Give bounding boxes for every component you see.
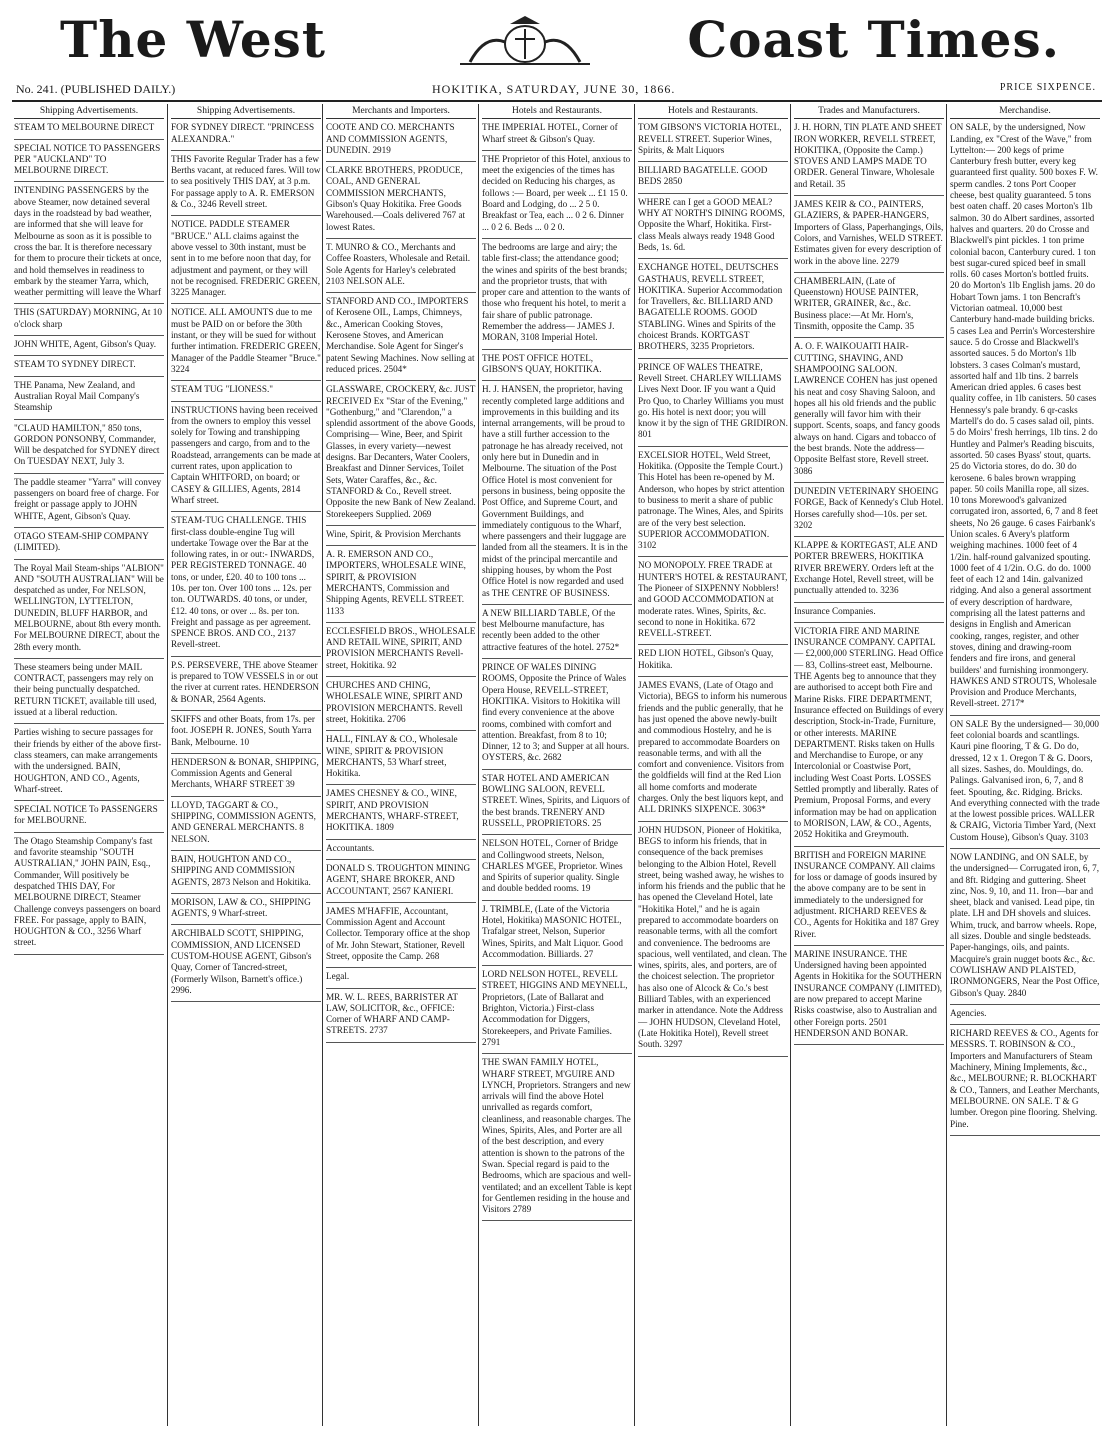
advertisement-text: A. O. F. WAIKOUAITI HAIR-CUTTING, SHAVING, AND SHAMPOOING SALOON. LAWRENCE COHEN has just opened his neat and cosy Shaving Saloon, and hopes all his old friends and the public generally will favor him with their support. Scents, soaps, and fancy goods always on hand. Cigars and tobacco of the best brands. Note the address—Opposite Belfast store, Revell street. 3086 <box>794 341 940 476</box>
advertisement-text: A. R. EMERSON AND CO., IMPORTERS, WHOLESALE WINE, SPIRIT, & PROVISION MERCHANTS, Commission and Shipping Agents, REVELL STREET. 1133 <box>326 549 466 616</box>
advertisement-text: SPECIAL NOTICE TO PASSENGERS PER "AUCKLAND" TO MELBOURNE DIRECT. <box>14 142 161 176</box>
advertisement <box>326 863 476 903</box>
advertisement <box>950 1008 1100 1025</box>
advertisement-text: KLAPPE & KORTEGAST, ALE AND PORTER BREWERS, HOKITIKA RIVER BREWERY. Orders left at the Exchange Hotel, Revell street, will be punctually attended to. 3236 <box>794 540 938 596</box>
advertisement-text: PRINCE OF WALES THEATRE, Revell Street. CHARLEY WILLIAMS Lives Next Door. IF you want a Quid Pro Quo, to Charley Williams you must go. His hotel is next door; you will know it by the sign of THE GRIDIRON. 801 <box>638 361 788 440</box>
advertisement-text: EXCHANGE HOTEL, DEUTSCHES GASTHAUS, REVELL STREET, HOKITIKA. Superior Accommodation for Travellers, &c. BILLIARD AND BAGATELLE ROOMS. GOOD STABLING. Wines and Spirits of the choicest Brands. KORTGAST BROTHERS, 3235 Proprietors. <box>638 262 783 352</box>
advertisement-text: NELSON HOTEL, Corner of Bridge and Collingwood streets, Nelson, CHARLES M'GEE, Proprietor. Wines and Spirits of superior quality. Single and double bedded rooms. 19 <box>482 838 623 894</box>
advertisement <box>794 540 944 602</box>
advertisement-text: Wine, Spirit, & Provision Merchants <box>326 528 461 539</box>
advertisement <box>171 384 321 401</box>
advertisement-text: J. H. HORN, TIN PLATE AND SHEET IRON WORKER, REVELL STREET, HOKITIKA, (Opposite the Camp.) STOVES AND LAMPS MADE TO ORDER. General Tinware, Wholesale and Retail. 35 <box>794 122 942 189</box>
advertisement <box>171 714 321 754</box>
advertisement <box>482 242 632 350</box>
advertisement-text: TOM GIBSON'S VICTORIA HOTEL, REVELL STREET. Superior Wines, Spirits, & Malt Liquors <box>638 122 782 155</box>
advertisement-text: STEAM TUG "LIONESS." <box>171 384 274 395</box>
advertisement-text: CHURCHES AND CHING, WHOLESALE WINE, SPIRIT AND PROVISION MERCHANTS. Revell street, Hokitika. 2706 <box>326 680 463 724</box>
advertisement-text: JOHN WHITE, Agent, Gibson's Quay. <box>14 339 157 350</box>
advertisement <box>794 341 944 483</box>
advertisement <box>326 296 476 381</box>
advertisement-text: The Royal Mail Steam-ships "ALBION" AND "SOUTH AUSTRALIAN" Will be despatched as under, For NELSON, WELLINGTON, LYTTELTON, DUNEDIN, BLUFF HARBOR, and MELBOURNE, about 8th every month. For MELBOURNE DIRECT, about the 28th every month. <box>14 562 164 652</box>
advertisement <box>326 971 476 988</box>
advertisement <box>171 800 321 851</box>
advertisement <box>171 405 321 513</box>
advertisement <box>171 897 321 926</box>
advertisement-text: WHERE can I get a GOOD MEAL? WHY AT NORTH'S DINING ROOMS, Opposite the Wharf, Hokitika. First-class Meals always ready 1948 Good Beds, 1s. 6d. <box>638 196 785 252</box>
advertisement <box>171 854 321 894</box>
advertisement <box>482 353 632 382</box>
advertisement-text: Accountants. <box>326 842 375 853</box>
advertisement-text: STEAM-TUG CHALLENGE. THIS first-class double-engine Tug will undertake Towage over the Bar at the following rates, in or out:- INWARDS, PER REGISTERED TONNAGE. 40 tons, or under, £20. 40 to 100 tons ... 10s. per ton. Over 100 tons ... 12s. per ton. OUTWARDS. 40 tons, or under, £12. 40 tons, or over ... 8s. per ton. Freight and passage as per agreement. SPENCE BROS. AND CO., 2137 Revell-street. <box>171 515 315 650</box>
royal-crest-icon <box>450 14 600 66</box>
advertisement <box>638 680 788 822</box>
column-rule <box>478 104 479 1426</box>
column-heading: Merchandise. <box>950 106 1100 119</box>
advertisement <box>14 185 164 304</box>
advertisement <box>794 276 944 338</box>
advertisement-text: HENDERSON & BONAR, SHIPPING, Commission Agents and General Merchants, WHARF STREET 39 <box>171 756 319 790</box>
advertisement <box>326 165 476 239</box>
column-rule <box>790 104 791 1426</box>
advertisement-text: JAMES CHESNEY & CO., WINE, SPIRIT, AND PROVISION MERCHANTS, WHARF-STREET, HOKITIKA. 1809 <box>326 788 459 833</box>
advertisement-text: BRITISH and FOREIGN MARINE INSURANCE COMPANY. All claims for loss or damage of goods insured by the above company are to be sent in immediately to the undersigned for adjustment. RICHARD REEVES & CO., Agents for Hokitika and 187 Grey River. <box>794 849 939 939</box>
advertisement-text: COOTE AND CO. MERCHANTS AND COMMISSION AGENTS, DUNEDIN. 2919 <box>326 122 455 155</box>
advertisement-text: VICTORIA FIRE AND MARINE INSURANCE COMPANY. CAPITAL — £2,000,000 STERLING. Head Office — 83, Collins-street east, Melbourne. THE Agents beg to announce that they are authorised to accept both Fire and Marine Risks. FIRE DEPARTMENT, Insurance effected on Buildings of every description, Stock-in-Trade, Furniture, or other interests. MARINE DEPARTMENT. Risks taken on Hulls and Merchandise to Europe, or any Intercolonial or Coastwise Port, including West Coast Ports. LOSSES Settled promptly and liberally. Rates of Premium, Proposal Forms, and every information may be had on application to MORISON, LAW, & CO., Agents, 2052 Hokitika and Greymouth. <box>794 625 944 840</box>
advertisement-text: ON SALE, by the undersigned, Now Landing, ex "Crest of the Wave," from Lyttelton:— 200 kegs of prime Canterbury fresh butter, every keg guaranteed first quality. 500 boxes F. W. sperm candles. 2 tons Port Cooper cheese, best quality guaranteed. 5 tons best oaten chaff. 20 cases Morton's 1lb salmon. 30 do Albert sardines, assorted halves and quarters. 20 do Crosse and Blackwell's pint pickles. 1 ton prime colonial bacon, Canterbury cured. 1 ton best sugar-cured spiced beef in small rolls. 60 cases Morton's bottled fruits. 20 do Morton's 1lb English jams. 20 do Hobart Town jams. 1 ton Bencraft's Victorian oatmeal. 10,000 best Canterbury hand-made building bricks. 5 cases Lea and Perrin's Worcestershire sauce. 5 do Crosse and Blackwell's assorted sauces. 5 do Morton's 1lb lobsters. 3 cases Colman's mustard, assorted half and 1lb tins. 2 barrels American dried apples. 6 cases best quality coffee, in 1lb canisters. 50 cases Hennessy's pale brandy. 6 qr-casks Martell's do do. 5 cases salad oil, pints. 5 do Moirs' fresh herrings, 1lb tins. 2 do Huntley and Palmer's Reading biscuits, assorted. 50 cases Byass' stout, quarts. 25 do Victoria stores, do do. 30 do kerosene. 6 bales brown wrapping paper. 50 coils Manilla rope, all sizes. 10 tons Morewood's galvanized corrugated iron, assorted, 6, 7 and 8 feet sheets, No 26 gauge. 6 cases Fairbank's Union scales. 6 Avery's platform weighing machines. 1000 feet of 4 1/2in. half-round galvanized spouting. 1000 feet of 4 1/2in. O.G. do do. 1000 feet of each 12 and 14in. galvanized ridging. And also a general assortment of every description of hardware, comprising all the latest patterns and designs in English and American cooking, ranges, register, and other stoves, dining and drawing-room fenders and fire irons, and general builders' and furnishing ironmongery. HAWKES AND STROUTS, Wholesale Provision and Produce Merchants, Revell-street. 2717* <box>950 122 1098 709</box>
price: PRICE SIXPENCE. <box>999 82 1096 93</box>
advertisement <box>638 165 788 194</box>
column-heading: Merchants and Importers. <box>326 106 476 119</box>
advertisement <box>14 477 164 528</box>
column-6 <box>794 106 944 1424</box>
advertisement-text: GLASSWARE, CROCKERY, &c. JUST RECEIVED Ex "Star of the Evening," "Gothenburg," and "Clarendon," a splendid assortment of the above Goods, Comprising— Wine, Beer, and Spirit Glasses, in every variety—newest designs. Bar Decanters, Water Coolers, Breakfast and Dinner Services, Toilet Sets, Water Caraffes, &c., &c. STANFORD & Co., Revell street. Opposite the new Bank of New Zealand. Storekeepers Supplied. 2069 <box>326 384 476 519</box>
advertisement <box>14 339 164 356</box>
advertisement <box>950 122 1100 715</box>
advertisement <box>14 423 164 474</box>
advertisement-text: MR. W. L. REES, BARRISTER AT LAW, SOLICITOR, &c., OFFICE: Corner of WHARF AND CAMP-STREETS. 2737 <box>326 991 458 1036</box>
advertisement <box>638 450 788 558</box>
advertisement <box>14 531 164 560</box>
advertisement-text: THE SWAN FAMILY HOTEL, WHARF STREET, M'GUIRE AND LYNCH, Proprietors. Strangers and new arrivals will find the above Hotel unrivalled as regards comfort, cleanliness, and reasonable charges. The Wines, Spirits, Ales, and Porter are all of the best description, and every attention is shown to the patrons of the Swan. Special regard is paid to the Bedrooms, which are spacious and well-ventilated; and an excellent Table is kept for Gentlemen residing in the house and Visitors 2789 <box>482 1057 632 1215</box>
advertisement <box>14 307 164 336</box>
dateline <box>12 82 1102 102</box>
advertisement <box>171 515 321 657</box>
advertisement-text: DONALD S. TROUGHTON MINING AGENT, SHARE BROKER, AND ACCOUNTANT, 2567 KANIERI. <box>326 862 471 896</box>
advertisement-text: Legal. <box>326 971 350 982</box>
advertisement <box>638 825 788 1057</box>
advertisement-text: STEAM TO SYDNEY DIRECT. <box>14 359 136 370</box>
issue-number: No. 241. (PUBLISHED DAILY.) <box>16 82 176 96</box>
advertisement <box>794 850 944 946</box>
advertisement <box>171 122 321 151</box>
advertisement-text: JOHN HUDSON, Pioneer of Hokitika, BEGS to inform his friends, that in consequence of the back premises belonging to the Albion Hotel, Revell street, being washed away, he wishes to inform his friends and the public that he has opened the Cleveland Hotel, late "Hokitika Hotel," and he is again prepared to accommodate boarders on reasonable terms, with all the comfort and convenience. The bedrooms are spacious, well ventilated, and clean. The wines, spirits, ales, and porters, are of the choicest selection. The proprietor has also one of Alcock & Co.'s best Billiard Tables, with an experienced marker in attendance. Note the Address— JOHN HUDSON, Cleveland Hotel, (Late Hokitika Hotel), Revell street South. 3297 <box>638 824 787 1050</box>
advertisement <box>482 122 632 151</box>
advertisement <box>482 838 632 900</box>
advertisement <box>638 197 788 259</box>
column-heading: Shipping Advertisements. <box>171 106 321 119</box>
advertisement <box>326 992 476 1043</box>
column-4 <box>482 106 632 1424</box>
advertisement <box>171 307 321 381</box>
advertisement-text: CLARKE BROTHERS, PRODUCE, COAL, AND GENERAL COMMISSION MERCHANTS, Gibson's Quay Hokitika. Free Goods Warehoused.—Coals delivered 767 at lowest Rates. <box>326 165 466 232</box>
column-heading: Trades and Manufacturers. <box>794 106 944 119</box>
advertisement-text: Insurance Companies. <box>794 605 876 616</box>
advertisement <box>14 122 164 139</box>
advertisement <box>482 384 632 605</box>
advertisement <box>171 928 321 1002</box>
advertisement <box>482 608 632 659</box>
column-heading: Shipping Advertisements. <box>14 106 164 119</box>
advertisement-text: SPECIAL NOTICE To PASSENGERS for MELBOURNE. <box>14 804 158 826</box>
masthead-title-right: Coast Times. <box>687 10 1060 69</box>
advertisement-text: NOTICE. PADDLE STEAMER "BRUCE." ALL claims against the above vessel to 30th instant, must be sent in to me before noon that day, for adjustment and payment, or they will not be recognised. FREDERIC GREEN, 3225 Manager. <box>171 219 321 298</box>
column-rule <box>322 104 323 1426</box>
advertisement <box>171 154 321 216</box>
advertisement <box>950 1028 1100 1136</box>
place-date: HOKITIKA, SATURDAY, JUNE 30, 1866. <box>432 82 676 96</box>
advertisement <box>14 563 164 659</box>
advertisement <box>794 626 944 847</box>
advertisement-text: THE POST OFFICE HOTEL, GIBSON'S QUAY, HOKITIKA. <box>482 352 602 374</box>
advertisement-text: NOW LANDING, and ON SALE, by the undersigned— Corrugated iron, 6, 7, and 8ft. Ridging and guttering. Sheet zinc, Nos. 9, 10, and 11. Iron—bar and sheet, black and vanised. Lead pipe, tin plate. LH and DH shovels and sluices. Whim, truck, and barrow wheels. Rope, all sizes. Double and single bedsteads. Paper-hangings, oils, and paints. Macquire's grain nugget boots &c., &c. COWLISHAW AND PLAISTED, IRONMONGERS, Near the Post Office, Gibson's Quay. 2840 <box>950 852 1100 998</box>
advertisement <box>326 549 476 623</box>
advertisement-text: These steamers being under MAIL CONTRACT, passengers may rely on their being punctually despatched. RETURN TICKET, available till used, issued at a liberal reduction. <box>14 661 157 718</box>
advertisement <box>794 199 944 273</box>
masthead-title-left: The West <box>60 10 326 69</box>
advertisement <box>482 154 632 239</box>
advertisement-text: ON SALE By the undersigned— 30,000 feet colonial boards and scantlings. Kauri pine flooring, T & G. Do do, dressed, 12 x 1. Oregon T & G. Doors, all sizes. Sashes, do. Mouldings, do. Palings. Galvanised iron, 6, 7, and 8 feet. Spouting, &c. Ridging. Bricks. And everything connected with the trade at the lowest possible prices. WALLER & CRAIG, Victoria Timber Yard, (Next Custom House), Gibson's Quay. 3103 <box>950 718 1100 842</box>
advertisement-text: THE IMPERIAL HOTEL, Corner of Wharf street & Gibson's Quay. <box>482 122 618 144</box>
advertisement-text: RED LION HOTEL, Gibson's Quay, Hokitika. <box>638 648 774 670</box>
advertisement <box>171 219 321 304</box>
advertisement <box>326 843 476 860</box>
column-rule <box>946 104 947 1426</box>
advertisement-text: SKIFFS and other Boats, from 17s. per foot. JOSEPH R. JONES, South Yarra Bank, Melbourne. 10 <box>171 713 315 747</box>
advertisement <box>794 486 944 537</box>
advertisement <box>638 262 788 358</box>
advertisement <box>482 969 632 1054</box>
advertisement-text: THIS Favorite Regular Trader has a few Berths vacant, at reduced fares. Will tow to sea positively THIS DAY, at 3 p.m. For passage apply to A. R. EMERSON & Co., 3246 Revell street. <box>171 153 321 210</box>
advertisement-text: INTENDING PASSENGERS by the above Steamer, now detained several days in the roadstead by bad weather, are informed that she will leave for Melbourne as soon as it is possible to cross the bar. It is therefore necessary for them to procure their tickets at once, and hold themselves in readiness to embark by the steamer Yarra, which, weather permitting will leave the Wharf <box>14 185 162 298</box>
advertisement <box>326 242 476 293</box>
column-5 <box>638 106 788 1424</box>
advertisement <box>794 122 944 196</box>
advertisement <box>794 949 944 1045</box>
advertisement-text: THIS (SATURDAY) MORNING, At 10 o'clock sharp <box>14 307 162 329</box>
advertisement-text: LORD NELSON HOTEL, REVELL STREET, HIGGINS AND MEYNELL, Proprietors, (Late of Ballarat and Brighton, Victoria.) First-class Accommodation for Diggers, Storekeepers, and Private Families. 2791 <box>482 969 628 1047</box>
advertisement <box>638 648 788 677</box>
column-3 <box>326 106 476 1424</box>
advertisement-text: "CLAUD HAMILTON," 850 tons, GORDON PONSONBY, Commander, Will be despatched for SYDNEY direct On TUESDAY NEXT, July 3. <box>14 422 160 467</box>
advertisement-text: ARCHIBALD SCOTT, SHIPPING, COMMISSION, AND LICENSED CUSTOM-HOUSE AGENT, Gibson's Quay, Corner of Tancred-street, (Formerly Wilson, Barnett's office.) 2996. <box>171 928 312 995</box>
advertisement-text: DUNEDIN VETERINARY SHOEING FORGE, Back of Kennedy's Club Hotel. Horses carefully shod—10s. per set. 3202 <box>794 485 944 530</box>
advertisement <box>14 359 164 376</box>
advertisement-text: MARINE INSURANCE. THE Undersigned having been appointed Agents in Hokitika for the SOUTHERN INSURANCE COMPANY (LIMITED), are now prepared to accept Marine Risks coastwise, also to Australian and other Foreign ports. 2501 HENDERSON AND BONAR. <box>794 948 943 1038</box>
advertisement-text: STANFORD AND CO., IMPORTERS of Kerosene OIL, Lamps, Chimneys, &c., American Cooking Stoves, Kerosene Stoves, and American Merchandise. Sole Agent for Singer's patent Sewing Machines. Now selling at reduced prices. 2504* <box>326 296 475 374</box>
advertisement <box>326 626 476 677</box>
column-2 <box>171 106 321 1424</box>
advertisement-text: T. MUNRO & CO., Merchants and Coffee Roasters, Wholesale and Retail. Sole Agents for Harley's celebrated 2103 NELSON ALE. <box>326 241 471 286</box>
advertisement-text: Parties wishing to secure passages for their friends by either of the above first-class steamers, can make arrangements with the undersigned. BAIN, HOUGHTON, AND CO., Agents, Wharf-street. <box>14 727 162 794</box>
advertisement-text: JAMES EVANS, (Late of Otago and Victoria), BEGS to inform his numerous friends and the public generally, that he has just opened the above newly-built and commodious Hostelry, and he is prepared to accommodate Boarders on reasonable terms, and with all the comfort and convenience. Visitors from the goldfields will find at the Red Lion all home comforts and moderate charges. Only the best liquors kept, and ALL DRINKS SIXPENCE. 3063* <box>638 680 787 815</box>
advertisement-text: J. TRIMBLE, (Late of the Victoria Hotel, Hokitika) MASONIC HOTEL, Trafalgar street, Nelson, Superior Wines, Spirits, and Malt Liquor. Good Accommodation. Billiards. 27 <box>482 903 624 959</box>
advertisement-text: BAIN, HOUGHTON AND CO., SHIPPING AND COMMISSION AGENTS, 2873 Nelson and Hokitika. <box>171 853 311 887</box>
advertisement <box>14 143 164 183</box>
advertisement <box>638 560 788 645</box>
advertisement-text: HALL, FINLAY & CO., Wholesale WINE, SPIRIT & PROVISION MERCHANTS, 53 Wharf street, Hokitika. <box>326 734 458 779</box>
advertisement <box>171 757 321 797</box>
advertisement-text: STAR HOTEL AND AMERICAN BOWLING SALOON, REVELL STREET. Wines, Spirits, and Liquors of the best brands. TRENERY AND RUSSELL, PROPRIETORS. 25 <box>482 772 630 828</box>
column-rule <box>167 104 168 1426</box>
advertisement-text: NO MONOPOLY. FREE TRADE at HUNTER'S HOTEL & RESTAURANT, The Pioneer of SIXPENNY Nobblers! and GOOD ACCOMMODATION at moderate rates. Wines, Spirits, &c. second to none in Hokitika. 672 REVELL-STREET. <box>638 560 788 639</box>
advertisement <box>482 662 632 770</box>
advertisement <box>950 719 1100 849</box>
column-heading: Hotels and Restaurants. <box>482 106 632 119</box>
advertisement-text: P.S. PERSEVERE, THE above Steamer is prepared to TOW VESSELS in or out the river at current rates. HENDERSON & BONAR, 2564 Agents. <box>171 659 319 704</box>
advertisement-text: THE Proprietor of this Hotel, anxious to meet the exigencies of the times has decided on Reducing his charges, as follows :— Board, per week ... £1 15 0. Board and Lodging, do ... 2 5 0. Breakfast or Tea, each ... 0 2 6. Dinner ... 0 2 6. Beds ... 0 2 0. <box>482 153 631 232</box>
advertisement-text: EXCELSIOR HOTEL, Weld Street, Hokitika. (Opposite the Temple Court.) This Hotel has been re-opened by M. Anderson, who hopes by strict attention to business to merit a share of public patronage. The Wines, Ales, and Spirits are of the very best selection. SUPERIOR ACCOMMODATION. 3102 <box>638 449 785 551</box>
advertisement-text: FOR SYDNEY DIRECT. "PRINCESS ALEXANDRA." <box>171 122 315 144</box>
advertisement-text: THE Panama, New Zealand, and Australian Royal Mail Company's Steamship <box>14 379 140 413</box>
advertisement <box>14 380 164 420</box>
masthead <box>60 12 1060 68</box>
advertisement-text: A NEW BILLIARD TABLE, Of the best Melbourne manufacture, has recently been added to the other attractive features of the hotel. 2752* <box>482 607 620 652</box>
advertisement-text: OTAGO STEAM-SHIP COMPANY (LIMITED). <box>14 530 149 553</box>
advertisement-text: BILLIARD BAGATELLE. GOOD BEDS 2850 <box>638 165 768 187</box>
column-heading: Hotels and Restaurants. <box>638 106 788 119</box>
advertisement-text: NOTICE. ALL AMOUNTS due to me must be PAID on or before the 30th instant, or they will be sued for without further intimation. FREDERIC GREEN, Manager of the Paddle Steamer "Bruce." 3224 <box>171 307 321 374</box>
advertisement-text: H. J. HANSEN, the proprietor, having recently completed large additions and improvements in this building and its internal arrangements, will be proud to have a still further accession to the patronage he has already received, not only here but in Dunedin and in Melbourne. The situation of the Post Office Hotel is most convenient for persons in business, being opposite the Post Office, and Supreme Court, and Government Buildings, and immediately contiguous to the Wharf, where passengers and their luggage are landed from all the steamers. It is in the midst of the principal mercantile and shipping houses, by whom the Post Office Hotel is now regarded and used as THE CENTRE OF BUSINESS. <box>482 384 628 598</box>
advertisement-text: INSTRUCTIONS having been received from the owners to employ this vessel solely for Towing and transhipping passengers and cargo, from and to the Roadstead, arrangements can be made at current rates, upon application to Captain WHITFORD, on board; or CASEY & GILLIES, Agents, 2814 Wharf street. <box>171 404 321 505</box>
advertisement-text: PRINCE OF WALES DINING ROOMS, Opposite the Prince of Wales Opera House, REVELL-STREET, HOKITIKA. Visitors to Hokitika will find every convenience at the above rooms, combined with comfort and attention. Breakfast, from 8 to 10; Dinner, 12 to 3; and Supper at all hours. OYSTERS, &c. 2682 <box>482 662 630 763</box>
advertisement <box>326 384 476 526</box>
advertisement <box>482 904 632 966</box>
advertisement-text: LLOYD, TAGGART & CO., SHIPPING, COMMISSION AGENTS, AND GENERAL MERCHANTS. 8 NELSON. <box>171 799 316 844</box>
advertisement <box>14 804 164 833</box>
advertisement <box>14 662 164 724</box>
advertisement <box>14 836 164 955</box>
column-1 <box>14 106 164 1424</box>
advertisement <box>950 852 1100 1005</box>
advertisement <box>482 773 632 835</box>
advertisement-text: Agencies. <box>950 1007 987 1018</box>
advertisement-text: The bedrooms are large and airy; the table first-class; the attendance good; the wines and spirits of the best brands; and the proprietor trusts, that with proper care and attention to the wants of those who frequent his hotel, to merit a fair share of public patronage. Remember the address— JAMES J. MORAN, 3108 Imperial Hotel. <box>482 241 631 343</box>
advertisement-text: STEAM TO MELBOURNE DIRECT <box>14 122 155 133</box>
advertisement-text: JAMES KEIR & CO., PAINTERS, GLAZIERS, & PAPER-HANGERS, Importers of Glass, Paperhangings, Oils, Colors, and Varnishes, WELD STREET. Estimates given for every description of work in the above line. 2279 <box>794 199 944 266</box>
advertisement <box>326 734 476 785</box>
advertisement <box>638 122 788 162</box>
advertisement-text: CHAMBERLAIN, (Late of Queenstown) HOUSE PAINTER, WRITER, GRAINER, &c., &c. Business place:—At Mr. Horn's, Tinsmith, opposite the Camp. 35 <box>794 275 919 332</box>
advertisement <box>14 727 164 801</box>
advertisement-text: MORISON, LAW & CO., SHIPPING AGENTS, 9 Wharf-street. <box>171 896 311 919</box>
advertisement <box>171 660 321 711</box>
advertisement-text: The Otago Steamship Company's fast and favorite steamship "SOUTH AUSTRALIAN," JOHN PAIN, Esq., Commander, Will positively be despatched THIS DAY, For MELBOURNE DIRECT, Steamer Challenge conveys passengers on board FREE. For passage, apply to BAIN, HOUGHTON & CO., 3256 Wharf street. <box>14 835 161 948</box>
advertisement <box>794 606 944 623</box>
advertisement <box>326 788 476 839</box>
advertisement <box>326 906 476 968</box>
advertisement-text: ECCLESFIELD BROS., WHOLESALE AND RETAIL WINE, SPIRIT, AND PROVISION MERCHANTS Revell-street, Hokitika. 92 <box>326 625 476 670</box>
column-7 <box>950 106 1100 1424</box>
advertisement-text: The paddle steamer "Yarra" will convey passengers on board free of charge. For freight or passage apply to JOHN WHITE, Agent, Gibson's Quay. <box>14 476 162 521</box>
advertisement-text: RICHARD REEVES & CO., Agents for MESSRS. T. ROBINSON & CO., Importers and Manufacturers of Steam Machinery, Mining Implements, &c., &c., MELBOURNE; R. BLOCKHART & CO., Tanners, and Leather Merchants, MELBOURNE. ON SALE. T & G lumber. Oregon pine flooring. Shelving. Pine. <box>950 1028 1100 1129</box>
advertisement <box>326 529 476 546</box>
advertisement-text: JAMES M'HAFFIE, Accountant, Commission Agent and Account Collector. Temporary office at the shop of Mr. John Stewart, Stationer, Revell Street, opposite the Camp. 268 <box>326 905 470 961</box>
advertisement <box>326 122 476 162</box>
column-rule <box>634 104 635 1426</box>
advertisement <box>482 1057 632 1221</box>
advertisement <box>638 362 788 447</box>
advertisement <box>326 680 476 731</box>
